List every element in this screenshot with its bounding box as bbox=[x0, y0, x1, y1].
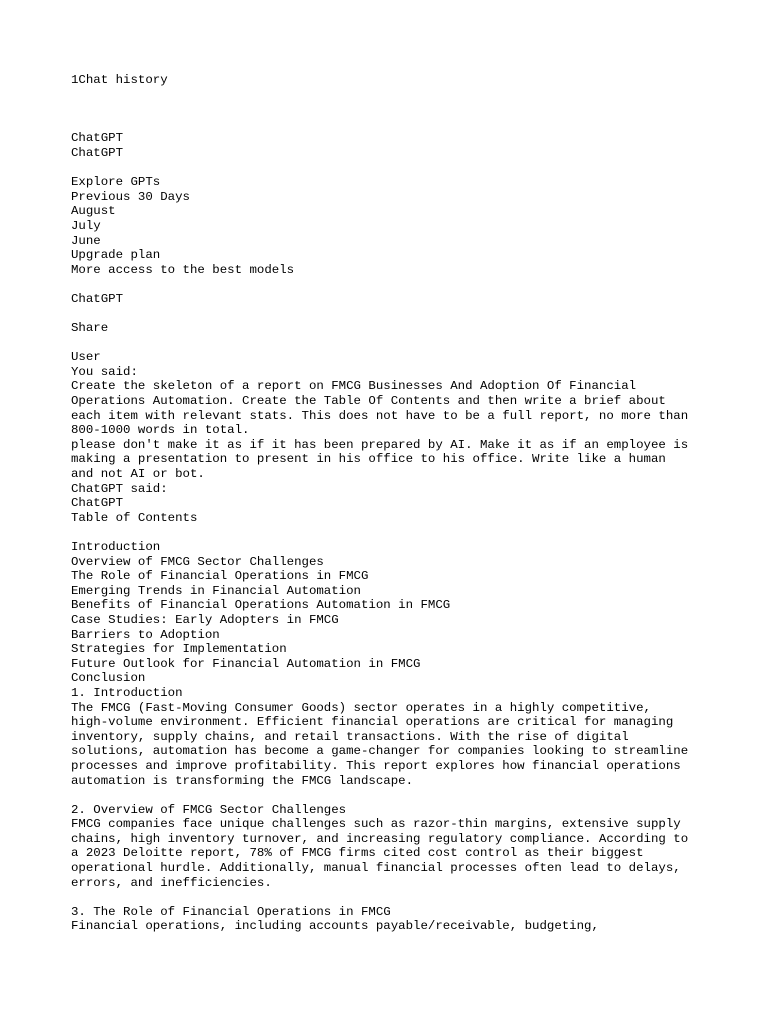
sidebar-group-previous-30-days: Previous 30 Days bbox=[71, 189, 190, 204]
section-line: operational hurdle. Additionally, manual financial processes often lead to delays, bbox=[71, 861, 681, 876]
section-line: errors, and inefficiencies. bbox=[71, 875, 272, 890]
upgrade-plan-subtitle: More access to the best models bbox=[71, 262, 295, 277]
message-line: each item with relevant stats. This does not have to be a full report, no more than bbox=[71, 408, 689, 423]
section-line: processes and improve profitability. This report explores how financial operations bbox=[71, 758, 681, 773]
share-button[interactable]: Share bbox=[71, 321, 109, 336]
assistant-said-label: ChatGPT said: bbox=[71, 481, 168, 496]
toc-item: Conclusion bbox=[71, 671, 146, 686]
section-line: a 2023 Deloitte report, 78% of FMCG firms cited cost control as their biggest bbox=[71, 846, 644, 861]
section-heading: 3. The Role of Financial Operations in FMCG bbox=[71, 904, 391, 919]
section-line: solutions, automation has become a game-changer for companies looking to streamline bbox=[71, 744, 689, 759]
user-said-label: You said: bbox=[71, 364, 138, 379]
sidebar-item-explore-gpts[interactable]: Explore GPTs bbox=[71, 175, 161, 190]
message-line: Operations Automation. Create the Table Of Contents and then write a brief about bbox=[71, 394, 666, 409]
toc-list bbox=[71, 540, 731, 686]
toc-item: Strategies for Implementation bbox=[71, 642, 287, 657]
sidebar-group-june: June bbox=[71, 233, 101, 248]
message-line: making a presentation to present in his office to his office. Write like a human bbox=[71, 452, 666, 467]
toc-title: Table of Contents bbox=[71, 510, 198, 525]
section-role-financial-operations bbox=[71, 905, 731, 934]
section-line: inventory, supply chains, and retail transactions. With the rise of digital bbox=[71, 729, 629, 744]
toc-item: Introduction bbox=[71, 540, 161, 555]
user-message bbox=[71, 379, 731, 481]
assistant-name-label: ChatGPT bbox=[71, 496, 124, 511]
section-line: The FMCG (Fast-Moving Consumer Goods) sector operates in a highly competitive, bbox=[71, 700, 651, 715]
sidebar-group-august: August bbox=[71, 204, 116, 219]
section-heading: 1. Introduction bbox=[71, 685, 183, 700]
section-line: chains, high inventory turnover, and increasing regulatory compliance. According to bbox=[71, 831, 689, 846]
toc-item: Case Studies: Early Adopters in FMCG bbox=[71, 612, 339, 627]
page-text bbox=[71, 73, 731, 934]
model-selector[interactable]: ChatGPT bbox=[71, 291, 124, 306]
sidebar-group-july: July bbox=[71, 218, 101, 233]
toc-item: Benefits of Financial Operations Automation in FMCG bbox=[71, 598, 451, 613]
section-introduction bbox=[71, 686, 731, 788]
section-line: Financial operations, including accounts payable/receivable, budgeting, bbox=[71, 919, 599, 934]
message-line: and not AI or bot. bbox=[71, 467, 205, 482]
section-line: high-volume environment. Efficient financial operations are critical for managing bbox=[71, 715, 674, 730]
message-line: 800-1000 words in total. bbox=[71, 423, 250, 438]
toc-item: Overview of FMCG Sector Challenges bbox=[71, 554, 324, 569]
message-line: Create the skeleton of a report on FMCG Businesses And Adoption Of Financial bbox=[71, 379, 637, 394]
section-line: automation is transforming the FMCG landscape. bbox=[71, 773, 414, 788]
chat-history-label[interactable]: 1Chat history bbox=[71, 73, 168, 87]
sidebar-brand-secondary[interactable]: ChatGPT bbox=[71, 145, 124, 160]
message-line: please don't make it as if it has been prepared by AI. Make it as if an employee is bbox=[71, 437, 689, 452]
section-line: FMCG companies face unique challenges such as razor-thin margins, extensive supply bbox=[71, 817, 681, 832]
toc-item: Emerging Trends in Financial Automation bbox=[71, 583, 361, 598]
toc-item: The Role of Financial Operations in FMCG bbox=[71, 569, 369, 584]
section-heading: 2. Overview of FMCG Sector Challenges bbox=[71, 802, 347, 817]
upgrade-plan-button[interactable]: Upgrade plan bbox=[71, 248, 161, 263]
section-challenges bbox=[71, 803, 731, 891]
user-role-label: User bbox=[71, 350, 101, 365]
toc-item: Barriers to Adoption bbox=[71, 627, 220, 642]
toc-item: Future Outlook for Financial Automation in FMCG bbox=[71, 656, 421, 671]
sidebar-brand[interactable]: ChatGPT bbox=[71, 131, 124, 146]
